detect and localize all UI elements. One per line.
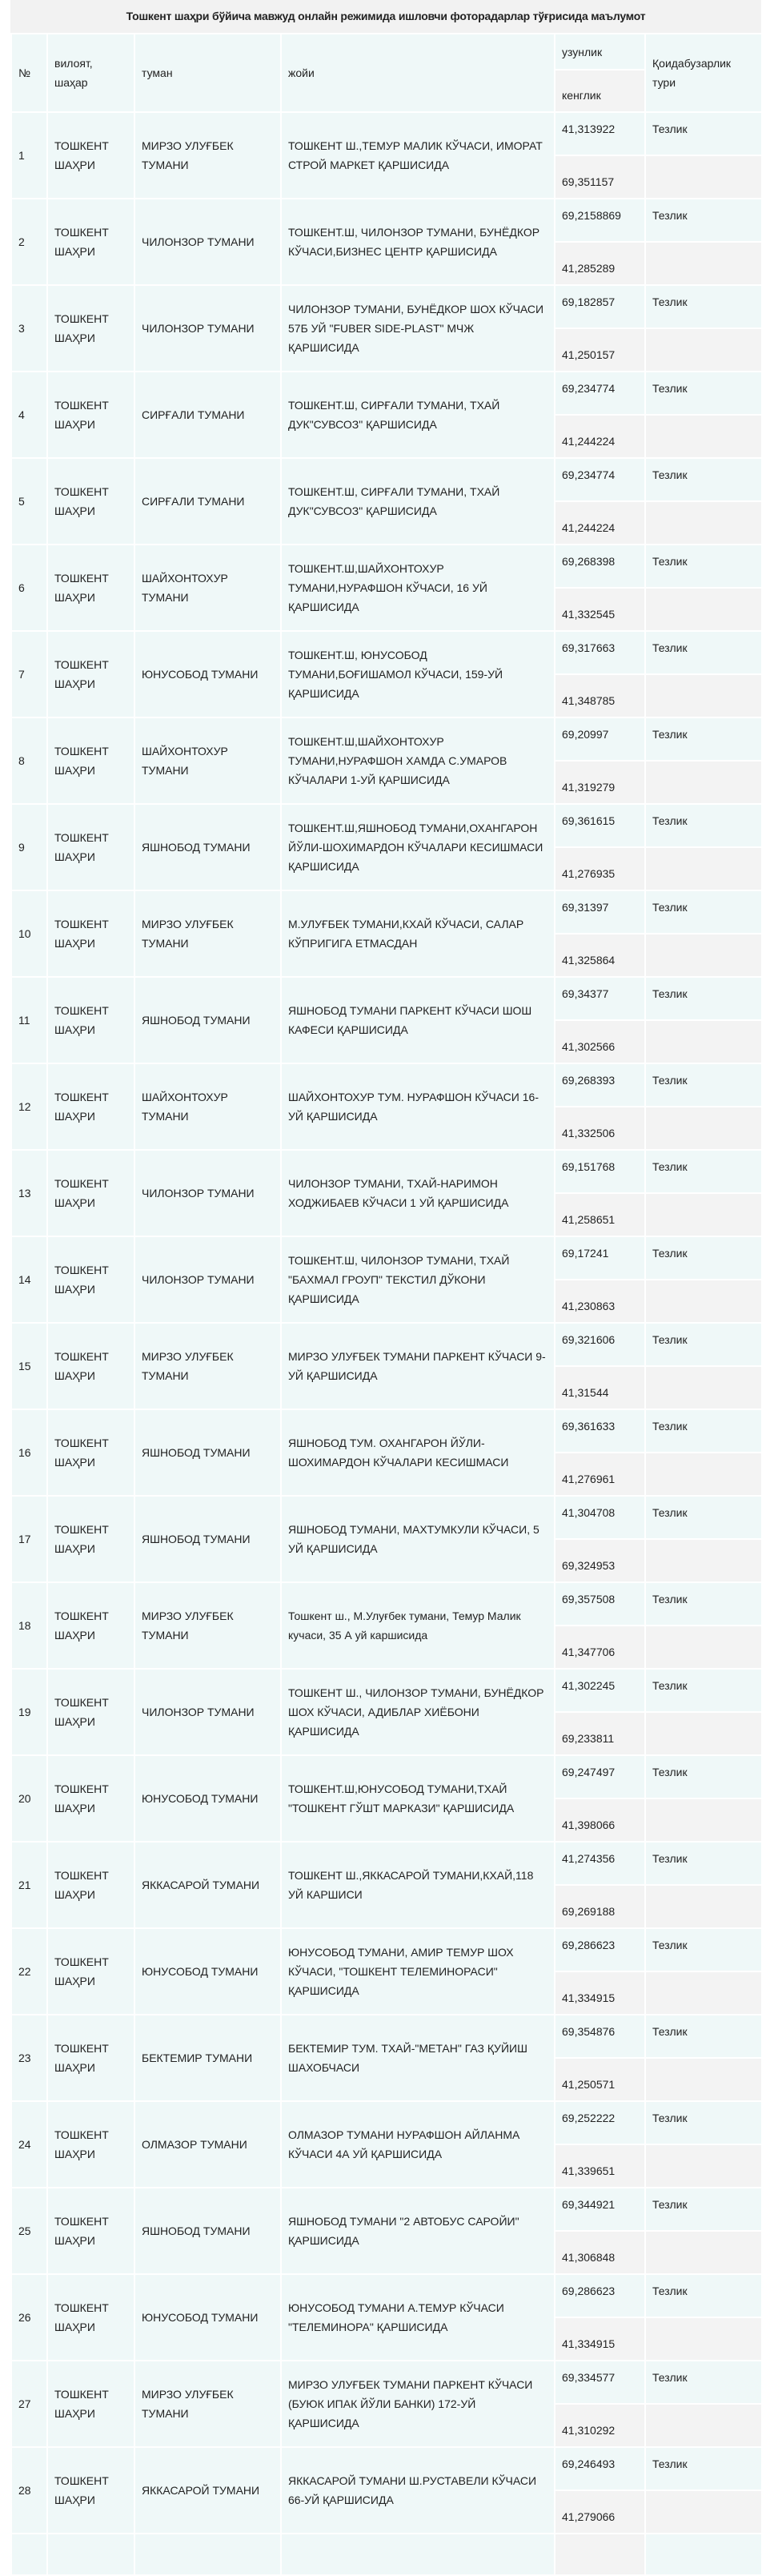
row-district: ЯШНОБОД ТУМАНИ: [134, 977, 281, 1063]
row-district: ЯШНОБОД ТУМАНИ: [134, 1409, 281, 1496]
row-district: ШАЙХОНТОХУР ТУМАНИ: [134, 717, 281, 804]
row-violation-type: Тезлик: [645, 1842, 762, 1885]
empty-cell: [11, 2534, 47, 2575]
row-region: ТОШКЕНТ ШАҲРИ: [47, 112, 134, 199]
header-region: вилоят, шаҳар: [47, 34, 134, 112]
row-coordinate-1: 41,274356: [555, 1842, 645, 1885]
row-address: М.УЛУҒБЕК ТУМАНИ,КХАЙ КЎЧАСИ, САЛАР КЎПРИГИГА ЕТМАСДАН: [281, 890, 555, 977]
row-address: ТОШКЕНТ.Ш, ЧИЛОНЗОР ТУМАНИ, БУНЁДКОР КЎЧАСИ,БИЗНЕС ЦЕНТР ҚАРШИСИДА: [281, 199, 555, 285]
row-district: МИРЗО УЛУҒБЕК ТУМАНИ: [134, 1323, 281, 1409]
row-district: МИРЗО УЛУҒБЕК ТУМАНИ: [134, 1582, 281, 1669]
table-row: [11, 545, 762, 588]
row-violation-type-empty: [645, 1020, 762, 1063]
row-coordinate-1: 69,247497: [555, 1755, 645, 1798]
row-address: ЧИЛОНЗОР ТУМАНИ, БУНЁДКОР ШОХ КЎЧАСИ 57Б УЙ "FUBER SIDE-PLAST" МЧЖ ҚАРШИСИДА: [281, 285, 555, 372]
row-number: 2: [11, 199, 47, 285]
row-district: МИРЗО УЛУҒБЕК ТУМАНИ: [134, 112, 281, 199]
row-violation-type: Тезлик: [645, 545, 762, 588]
row-coordinate-2: 69,269188: [555, 1885, 645, 1928]
row-violation-type: Тезлик: [645, 458, 762, 501]
row-coordinate-2: 41,230863: [555, 1280, 645, 1323]
row-number: 11: [11, 977, 47, 1063]
row-region: ТОШКЕНТ ШАҲРИ: [47, 372, 134, 458]
row-coordinate-1: 69,357508: [555, 1582, 645, 1626]
row-coordinate-1: 69,182857: [555, 285, 645, 328]
row-coordinate-1: 69,246493: [555, 2447, 645, 2490]
row-region: ТОШКЕНТ ШАҲРИ: [47, 2274, 134, 2361]
row-region: ТОШКЕНТ ШАҲРИ: [47, 1582, 134, 1669]
table-row: [11, 2361, 762, 2404]
row-coordinate-1: 69,268393: [555, 1063, 645, 1107]
row-coordinate-1: 69,361633: [555, 1409, 645, 1453]
row-violation-type-empty: [645, 1712, 762, 1755]
row-address: ТОШКЕНТ Ш.,ТЕМУР МАЛИК КЎЧАСИ, ИМОРАТ СТРОЙ МАРКЕТ ҚАРШИСИДА: [281, 112, 555, 199]
row-address: ЯШНОБОД ТУМАНИ ПАРКЕНТ КЎЧАСИ ШОШ КАФЕСИ ҚАРШИСИДА: [281, 977, 555, 1063]
row-region: ТОШКЕНТ ШАҲРИ: [47, 1150, 134, 1236]
row-number: 1: [11, 112, 47, 199]
row-violation-type: Тезлик: [645, 717, 762, 761]
row-district: МИРЗО УЛУҒБЕК ТУМАНИ: [134, 890, 281, 977]
row-violation-type-empty: [645, 415, 762, 458]
radar-info-document: [10, 0, 761, 2576]
header-violation-type: Қоидабузарлик тури: [645, 34, 762, 112]
row-district: СИРҒАЛИ ТУМАНИ: [134, 372, 281, 458]
row-violation-type: Тезлик: [645, 1755, 762, 1798]
row-district: СИРҒАЛИ ТУМАНИ: [134, 458, 281, 545]
row-violation-type-empty: [645, 1193, 762, 1236]
row-number: 24: [11, 2101, 47, 2188]
row-district: ЧИЛОНЗОР ТУМАНИ: [134, 1669, 281, 1755]
row-address: ЯШНОБОД ТУМАНИ, МАХТУМКУЛИ КЎЧАСИ, 5 УЙ ҚАРШИСИДА: [281, 1496, 555, 1582]
table-row: [11, 717, 762, 761]
row-address: ЮНУСОБОД ТУМАНИ, АМИР ТЕМУР ШОХ КЎЧАСИ, "ТОШКЕНТ ТЕЛЕМИНОРАСИ" ҚАРШИСИДА: [281, 1928, 555, 2015]
row-coordinate-1: 41,313922: [555, 112, 645, 155]
table-row: [11, 2447, 762, 2490]
row-number: 5: [11, 458, 47, 545]
row-address: ТОШКЕНТ Ш.,ЯККАСАРОЙ ТУМАНИ,КХАЙ,118 УЙ КАРШИСИ: [281, 1842, 555, 1928]
row-district: ЯШНОБОД ТУМАНИ: [134, 804, 281, 890]
row-violation-type-empty: [645, 1626, 762, 1669]
row-coordinate-2: 41,334915: [555, 1971, 645, 2015]
row-coordinate-2: 41,332506: [555, 1107, 645, 1150]
row-number: 16: [11, 1409, 47, 1496]
table-row: [11, 1496, 762, 1539]
row-number: 28: [11, 2447, 47, 2534]
row-coordinate-2: 41,310292: [555, 2404, 645, 2447]
table-row: [11, 1409, 762, 1453]
row-number: 17: [11, 1496, 47, 1582]
row-coordinate-2: 41,332545: [555, 588, 645, 631]
empty-cell: [134, 2534, 281, 2575]
row-violation-type: Тезлик: [645, 1236, 762, 1280]
row-coordinate-1: 41,304708: [555, 1496, 645, 1539]
row-coordinate-1: 69,151768: [555, 1150, 645, 1193]
row-address: ЯШНОБОД ТУМАНИ "2 АВТОБУС САРОЙИ" ҚАРШИСИДА: [281, 2188, 555, 2274]
row-violation-type: Тезлик: [645, 2015, 762, 2058]
table-row: [11, 977, 762, 1020]
row-coordinate-2: 41,398066: [555, 1798, 645, 1842]
row-coordinate-1: 69,334577: [555, 2361, 645, 2404]
table-row: [11, 372, 762, 415]
row-violation-type: Тезлик: [645, 2361, 762, 2404]
row-address: Тошкент ш., М.Улуғбек тумани, Темур Малик кучаси, 35 А уй каршисида: [281, 1582, 555, 1669]
row-coordinate-2: 41,339651: [555, 2144, 645, 2188]
row-region: ТОШКЕНТ ШАҲРИ: [47, 545, 134, 631]
row-violation-type: Тезлик: [645, 2188, 762, 2231]
row-address: ОЛМАЗОР ТУМАНИ НУРАФШОН АЙЛАНМА КЎЧАСИ 4А УЙ ҚАРШИСИДА: [281, 2101, 555, 2188]
row-violation-type-empty: [645, 1971, 762, 2015]
row-region: ТОШКЕНТ ШАҲРИ: [47, 1323, 134, 1409]
row-coordinate-2: 41,302566: [555, 1020, 645, 1063]
row-violation-type-empty: [645, 1798, 762, 1842]
row-address: ТОШКЕНТ.Ш, СИРҒАЛИ ТУМАНИ, ТХАЙ ДУК"СУВСОЗ" ҚАРШИСИДА: [281, 372, 555, 458]
row-number: 12: [11, 1063, 47, 1150]
row-region: ТОШКЕНТ ШАҲРИ: [47, 199, 134, 285]
header-num: №: [11, 34, 47, 112]
row-number: 9: [11, 804, 47, 890]
row-number: 7: [11, 631, 47, 717]
header-district: туман: [134, 34, 281, 112]
row-coordinate-1: 69,344921: [555, 2188, 645, 2231]
row-coordinate-2: 69,233811: [555, 1712, 645, 1755]
row-district: ЧИЛОНЗОР ТУМАНИ: [134, 1150, 281, 1236]
table-row: [11, 2101, 762, 2144]
row-coordinate-1: 41,302245: [555, 1669, 645, 1712]
row-region: ТОШКЕНТ ШАҲРИ: [47, 977, 134, 1063]
header-latitude: кенглик: [555, 70, 645, 112]
row-district: ЧИЛОНЗОР ТУМАНИ: [134, 285, 281, 372]
row-number: 26: [11, 2274, 47, 2361]
table-row: [11, 1236, 762, 1280]
header-longitude: узунлик: [555, 34, 645, 70]
row-district: ШАЙХОНТОХУР ТУМАНИ: [134, 545, 281, 631]
empty-cell: [47, 2534, 134, 2575]
row-violation-type-empty: [645, 934, 762, 977]
row-region: ТОШКЕНТ ШАҲРИ: [47, 2361, 134, 2447]
row-address: ТОШКЕНТ.Ш,ШАЙХОНТОХУР ТУМАНИ,НУРАФШОН ХАМДА С.УМАРОВ КЎЧАЛАРИ 1-УЙ ҚАРШИСИДА: [281, 717, 555, 804]
row-coordinate-1: 69,2158869: [555, 199, 645, 242]
row-coordinate-2: 41,319279: [555, 761, 645, 804]
row-address: ТОШКЕНТ.Ш, СИРҒАЛИ ТУМАНИ, ТХАЙ ДУК"СУВСОЗ" ҚАРШИСИДА: [281, 458, 555, 545]
table-row: [11, 2188, 762, 2231]
row-violation-type-empty: [645, 328, 762, 372]
row-violation-type-empty: [645, 674, 762, 717]
empty-cell: [281, 2534, 555, 2575]
row-violation-type-empty: [645, 155, 762, 199]
row-violation-type-empty: [645, 1885, 762, 1928]
row-address: ТОШКЕНТ.Ш,ШАЙХОНТОХУР ТУМАНИ,НУРАФШОН КЎЧАСИ, 16 УЙ ҚАРШИСИДА: [281, 545, 555, 631]
table-row: [11, 199, 762, 242]
row-coordinate-1: 69,317663: [555, 631, 645, 674]
row-number: 23: [11, 2015, 47, 2101]
row-number: 18: [11, 1582, 47, 1669]
table-row: [11, 1842, 762, 1885]
row-address: ТОШКЕНТ.Ш,ЯШНОБОД ТУМАНИ,ОХАНГАРОН ЙЎЛИ-ШОХИМАРДОН КЎЧАЛАРИ КЕСИШМАСИ ҚАРШИСИДА: [281, 804, 555, 890]
row-violation-type-empty: [645, 501, 762, 545]
row-violation-type: Тезлик: [645, 1582, 762, 1626]
row-coordinate-2: 41,244224: [555, 415, 645, 458]
page-title: Тошкент шаҳри бўйича мавжуд онлайн режимида ишловчи фоторадарлар тўғрисида маълумот: [10, 0, 761, 33]
table-row: [11, 804, 762, 847]
row-coordinate-2: 41,325864: [555, 934, 645, 977]
row-region: ТОШКЕНТ ШАҲРИ: [47, 1496, 134, 1582]
row-number: 25: [11, 2188, 47, 2274]
row-district: ОЛМАЗОР ТУМАНИ: [134, 2101, 281, 2188]
row-violation-type: Тезлик: [645, 1323, 762, 1366]
row-region: ТОШКЕНТ ШАҲРИ: [47, 285, 134, 372]
row-address: БЕКТЕМИР ТУМ. ТХАЙ-"МЕТАН" ГАЗ ҚУЙИШ ШАХОБЧАСИ: [281, 2015, 555, 2101]
row-coordinate-1: 69,268398: [555, 545, 645, 588]
row-violation-type-empty: [645, 2404, 762, 2447]
row-address: ТОШКЕНТ.Ш, ЮНУСОБОД ТУМАНИ,БОҒИШАМОЛ КЎЧАСИ, 159-УЙ ҚАРШИСИДА: [281, 631, 555, 717]
row-region: ТОШКЕНТ ШАҲРИ: [47, 1755, 134, 1842]
table-row: [11, 1063, 762, 1107]
row-address: ЮНУСОБОД ТУМАНИ А.ТЕМУР КЎЧАСИ "ТЕЛЕМИНОРА" ҚАРШИСИДА: [281, 2274, 555, 2361]
table-row: [11, 285, 762, 328]
row-coordinate-1: 69,234774: [555, 458, 645, 501]
row-violation-type: Тезлик: [645, 1409, 762, 1453]
row-coordinate-2: 41,31544: [555, 1366, 645, 1409]
row-coordinate-1: 69,286623: [555, 1928, 645, 1971]
row-violation-type-empty: [645, 2317, 762, 2361]
row-violation-type-empty: [645, 242, 762, 285]
header-location: жойи: [281, 34, 555, 112]
row-violation-type: Тезлик: [645, 1669, 762, 1712]
row-number: 4: [11, 372, 47, 458]
row-address: МИРЗО УЛУҒБЕК ТУМАНИ ПАРКЕНТ КЎЧАСИ 9-УЙ ҚАРШИСИДА: [281, 1323, 555, 1409]
row-violation-type: Тезлик: [645, 1063, 762, 1107]
row-violation-type-empty: [645, 847, 762, 890]
row-violation-type-empty: [645, 1280, 762, 1323]
row-coordinate-1: 69,286623: [555, 2274, 645, 2317]
row-violation-type: Тезлик: [645, 890, 762, 934]
radar-table: [10, 33, 763, 2576]
row-coordinate-2: 41,244224: [555, 501, 645, 545]
row-district: ШАЙХОНТОХУР ТУМАНИ: [134, 1063, 281, 1150]
table-row: [11, 2274, 762, 2317]
row-coordinate-1: 69,34377: [555, 977, 645, 1020]
row-coordinate-2: 41,306848: [555, 2231, 645, 2274]
row-number: 10: [11, 890, 47, 977]
row-coordinate-1: 69,234774: [555, 372, 645, 415]
row-coordinate-1: 69,321606: [555, 1323, 645, 1366]
row-region: ТОШКЕНТ ШАҲРИ: [47, 631, 134, 717]
row-district: ЮНУСОБОД ТУМАНИ: [134, 1755, 281, 1842]
table-row: [11, 1150, 762, 1193]
table-header-row: [11, 34, 762, 70]
row-coordinate-1: 69,252222: [555, 2101, 645, 2144]
table-row: [11, 1582, 762, 1626]
row-address: ТОШКЕНТ.Ш, ЧИЛОНЗОР ТУМАНИ, ТХАЙ "БАХМАЛ ГРОУП" ТЕКСТИЛ ДЎКОНИ ҚАРШИСИДА: [281, 1236, 555, 1323]
row-number: 8: [11, 717, 47, 804]
row-coordinate-2: 69,324953: [555, 1539, 645, 1582]
row-violation-type-empty: [645, 2490, 762, 2534]
row-coordinate-2: 41,334915: [555, 2317, 645, 2361]
row-violation-type: Тезлик: [645, 2101, 762, 2144]
row-number: 20: [11, 1755, 47, 1842]
row-number: 6: [11, 545, 47, 631]
row-number: 19: [11, 1669, 47, 1755]
empty-cell: [555, 2534, 645, 2575]
row-coordinate-1: 69,17241: [555, 1236, 645, 1280]
row-address: ТОШКЕНТ.Ш,ЮНУСОБОД ТУМАНИ,ТХАЙ "ТОШКЕНТ ГЎШТ МАРКАЗИ" ҚАРШИСИДА: [281, 1755, 555, 1842]
row-coordinate-2: 41,258651: [555, 1193, 645, 1236]
table-row: [11, 1755, 762, 1798]
row-district: ЮНУСОБОД ТУМАНИ: [134, 631, 281, 717]
row-region: ТОШКЕНТ ШАҲРИ: [47, 1063, 134, 1150]
row-district: ЯШНОБОД ТУМАНИ: [134, 1496, 281, 1582]
row-region: ТОШКЕНТ ШАҲРИ: [47, 458, 134, 545]
row-violation-type: Тезлик: [645, 804, 762, 847]
row-number: 21: [11, 1842, 47, 1928]
row-number: 13: [11, 1150, 47, 1236]
row-violation-type: Тезлик: [645, 372, 762, 415]
row-violation-type-empty: [645, 2058, 762, 2101]
row-address: ШАЙХОНТОХУР ТУМ. НУРАФШОН КЎЧАСИ 16-УЙ ҚАРШИСИДА: [281, 1063, 555, 1150]
row-region: ТОШКЕНТ ШАҲРИ: [47, 1842, 134, 1928]
row-address: ЯККАСАРОЙ ТУМАНИ Ш.РУСТАВЕЛИ КЎЧАСИ 66-УЙ ҚАРШИСИДА: [281, 2447, 555, 2534]
table-row: [11, 1323, 762, 1366]
row-district: ЯШНОБОД ТУМАНИ: [134, 2188, 281, 2274]
row-number: 27: [11, 2361, 47, 2447]
row-number: 15: [11, 1323, 47, 1409]
row-region: ТОШКЕНТ ШАҲРИ: [47, 717, 134, 804]
row-violation-type-empty: [645, 1366, 762, 1409]
empty-row: [11, 2534, 762, 2575]
row-coordinate-2: 41,348785: [555, 674, 645, 717]
table-row: [11, 1928, 762, 1971]
row-violation-type: Тезлик: [645, 2274, 762, 2317]
row-coordinate-2: 41,276935: [555, 847, 645, 890]
table-row: [11, 631, 762, 674]
table-row: [11, 890, 762, 934]
row-region: ТОШКЕНТ ШАҲРИ: [47, 804, 134, 890]
row-district: МИРЗО УЛУҒБЕК ТУМАНИ: [134, 2361, 281, 2447]
row-region: ТОШКЕНТ ШАҲРИ: [47, 1236, 134, 1323]
row-district: ЧИЛОНЗОР ТУМАНИ: [134, 1236, 281, 1323]
row-violation-type-empty: [645, 1107, 762, 1150]
row-coordinate-1: 69,354876: [555, 2015, 645, 2058]
row-coordinate-1: 69,361615: [555, 804, 645, 847]
row-number: 22: [11, 1928, 47, 2015]
row-violation-type: Тезлик: [645, 199, 762, 242]
row-violation-type: Тезлик: [645, 977, 762, 1020]
row-violation-type: Тезлик: [645, 1150, 762, 1193]
row-region: ТОШКЕНТ ШАҲРИ: [47, 1669, 134, 1755]
row-coordinate-2: 41,285289: [555, 242, 645, 285]
row-coordinate-2: 41,347706: [555, 1626, 645, 1669]
row-region: ТОШКЕНТ ШАҲРИ: [47, 2447, 134, 2534]
row-district: ЮНУСОБОД ТУМАНИ: [134, 1928, 281, 2015]
row-violation-type-empty: [645, 1539, 762, 1582]
row-region: ТОШКЕНТ ШАҲРИ: [47, 2101, 134, 2188]
row-violation-type: Тезлик: [645, 2447, 762, 2490]
row-region: ТОШКЕНТ ШАҲРИ: [47, 890, 134, 977]
row-region: ТОШКЕНТ ШАҲРИ: [47, 2188, 134, 2274]
row-violation-type-empty: [645, 2144, 762, 2188]
row-region: ТОШКЕНТ ШАҲРИ: [47, 1928, 134, 2015]
empty-cell: [645, 2534, 762, 2575]
row-coordinate-2: 41,250157: [555, 328, 645, 372]
row-address: ТОШКЕНТ Ш., ЧИЛОНЗОР ТУМАНИ, БУНЁДКОР ШОХ КЎЧАСИ, АДИБЛАР ХИЁБОНИ ҚАРШИСИДА: [281, 1669, 555, 1755]
table-row: [11, 2015, 762, 2058]
row-violation-type: Тезлик: [645, 1496, 762, 1539]
table-row: [11, 1669, 762, 1712]
row-number: 14: [11, 1236, 47, 1323]
row-address: ЧИЛОНЗОР ТУМАНИ, ТХАЙ-НАРИМОН ХОДЖИБАЕВ КЎЧАСИ 1 УЙ ҚАРШИСИДА: [281, 1150, 555, 1236]
table-row: [11, 112, 762, 155]
row-violation-type-empty: [645, 588, 762, 631]
row-number: 3: [11, 285, 47, 372]
row-region: ТОШКЕНТ ШАҲРИ: [47, 1409, 134, 1496]
row-coordinate-2: 41,279066: [555, 2490, 645, 2534]
row-coordinate-2: 41,276961: [555, 1453, 645, 1496]
row-address: ЯШНОБОД ТУМ. ОХАНГАРОН ЙЎЛИ-ШОХИМАРДОН КЎЧАЛАРИ КЕСИШМАСИ: [281, 1409, 555, 1496]
row-district: ЧИЛОНЗОР ТУМАНИ: [134, 199, 281, 285]
row-address: МИРЗО УЛУҒБЕК ТУМАНИ ПАРКЕНТ КЎЧАСИ (БУЮК ИПАК ЙЎЛИ БАНКИ) 172-УЙ ҚАРШИСИДА: [281, 2361, 555, 2447]
row-coordinate-1: 69,31397: [555, 890, 645, 934]
row-coordinate-1: 69,20997: [555, 717, 645, 761]
row-violation-type: Тезлик: [645, 1928, 762, 1971]
row-violation-type: Тезлик: [645, 285, 762, 328]
row-coordinate-2: 69,351157: [555, 155, 645, 199]
row-district: БЕКТЕМИР ТУМАНИ: [134, 2015, 281, 2101]
row-violation-type-empty: [645, 761, 762, 804]
row-violation-type-empty: [645, 2231, 762, 2274]
row-region: ТОШКЕНТ ШАҲРИ: [47, 2015, 134, 2101]
row-violation-type: Тезлик: [645, 631, 762, 674]
row-violation-type-empty: [645, 1453, 762, 1496]
row-district: ЯККАСАРОЙ ТУМАНИ: [134, 1842, 281, 1928]
row-district: ЯККАСАРОЙ ТУМАНИ: [134, 2447, 281, 2534]
row-district: ЮНУСОБОД ТУМАНИ: [134, 2274, 281, 2361]
row-violation-type: Тезлик: [645, 112, 762, 155]
row-coordinate-2: 41,250571: [555, 2058, 645, 2101]
table-row: [11, 458, 762, 501]
